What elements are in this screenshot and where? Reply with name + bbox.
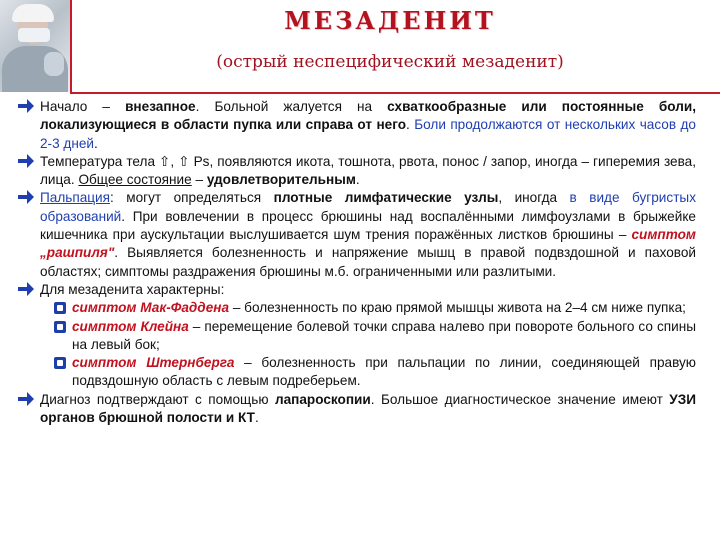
- page-title: МЕЗАДЕНИТ: [284, 6, 496, 35]
- arrow-right-icon: [16, 280, 36, 298]
- sub-item-mcfadden: симптом Мак-Фаддена – болезненность по краю прямой мышцы живота на 2–4 см ниже пупка;: [14, 299, 696, 317]
- arrow-right-icon: [16, 188, 36, 206]
- accent-rule-horizontal: [70, 92, 720, 94]
- list-item-temperature: Температура тела ⇧, ⇧ Ps, появляются икота, тошнота, рвота, понос / запор, иногда – гиперемия зева, лица. Общее состояние – удовлетворительным.: [14, 153, 696, 190]
- sub-item-sternberg: симптом Штернберга – болезненность при пальпации по линии, соединяющей правую подвздошную область с левым подреберьем.: [14, 354, 696, 391]
- arrow-right-icon: [16, 97, 36, 115]
- page-subtitle: (острый неспецифический мезаденит): [216, 52, 564, 72]
- checkbox-icon: [54, 357, 66, 369]
- checkbox-icon: [54, 302, 66, 314]
- list-item-characteristic: Для мезаденита характерны:: [14, 281, 696, 299]
- arrow-right-icon: [16, 152, 36, 170]
- list-item-palpation: Пальпация: могут определяться плотные лимфатические узлы, иногда в виде бугристых образований. При вовлечении в процесс брюшины над воспалёнными лимфоузлами в брыжейке кишечника при аускультации выслушивается шум трения поражённых листков брюшины – симптом „рашпиля". Выявляется болезненность и напряжение мышц в правой подвздошной и паховой областях; симптомы раздражения брюшины м.б. ограниченными или разлитыми.: [14, 189, 696, 280]
- accent-rule-vertical: [70, 0, 72, 92]
- surgeon-photo: [0, 0, 70, 92]
- list-item-diagnosis: Диагноз подтверждают с помощью лапароскопии. Большое диагностическое значение имеют УЗИ органов брюшной полости и КТ.: [14, 391, 696, 428]
- content: [14, 98, 696, 427]
- list-item-onset: Начало – внезапное. Больной жалуется на схваткообразные или постоянные боли, локализующиеся в области пупка или справа от него. Боли продолжаются от нескольких часов до 2-3 дней.: [14, 98, 696, 153]
- arrow-right-icon: [16, 390, 36, 408]
- sub-item-klein: симптом Клейна – перемещение болевой точки справа налево при повороте больного со спины на левый бок;: [14, 318, 696, 355]
- checkbox-icon: [54, 321, 66, 333]
